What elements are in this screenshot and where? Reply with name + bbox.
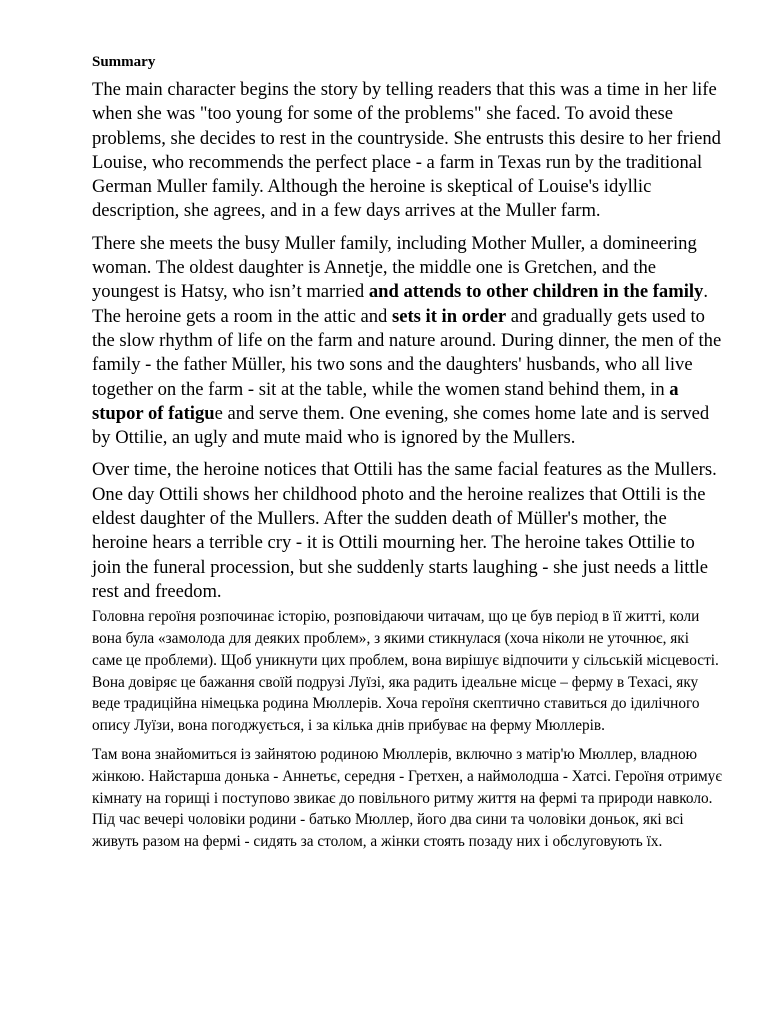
english-paragraph-2 <box>92 232 722 451</box>
ukrainian-paragraph-2: Там вона знайомиться із зайнятою родиною Мюллерів, включно з матір'ю Мюллер, владною жінкою. Найстарша донька - Аннетьє, середня - Гретхен, а наймолодша - Хатсі. Героїня отримує кімнату на горищі і поступово звикає до повільного ритму життя на фермі та природи навколо. Під час вечері чоловіки родини - батько Мюллер, його два сини та чоловіки доньок, які всі живуть разом на фермі - сидять за столом, а жінки стоять позаду них і обслуговують їх. <box>92 746 722 851</box>
english-p2-bold-2: sets it in order <box>391 305 507 327</box>
english-p2-text-3: and gradually gets used to the slow rhythm of life on the farm and nature around. During dinner, the men of the family - the father Müller, his two sons and the daughters' husbands, who all live together on the farm - sit at the table, while the women stand behind them, in <box>92 305 722 400</box>
summary-heading: Summary <box>92 54 156 70</box>
english-p2-bold-3: a stupor of fatigu <box>92 378 679 424</box>
document-page <box>92 52 722 860</box>
english-paragraph-3: Over time, the heroine notices that Ottili has the same facial features as the Mullers. One day Ottili shows her childhood photo and the heroine realizes that Ottili is the eldest daughter of the Mullers. After the sudden death of Müller's mother, the heroine hears a terrible cry - it is Ottili mourning her. The heroine takes Ottilie to join the funeral procession, but she suddenly starts laughing - she just needs a little rest and freedom. <box>92 459 717 602</box>
english-paragraph-1: The main character begins the story by telling readers that this was a time in her life when she was "too young for some of the problems" she faced. To avoid these problems, she decides to rest in the countryside. She entrusts this desire to her friend Louise, who recommends the perfect place - a farm in Texas run by the traditional German Muller family. Although the heroine is skeptical of Louise's idyllic description, she agrees, and in a few days arrives at the Muller farm. <box>92 79 721 222</box>
english-p2-text-1: There she meets the busy Muller family, including Mother Muller, a domineering woman. The oldest daughter is Annetje, the middle one is Gretchen, and the youngest is Hatsy, who isn’t married <box>92 232 697 303</box>
ukrainian-paragraph-1: Головна героїня розпочинає історію, розповідаючи читачам, що це був період в її житті, коли вона була «замолода для деяких проблем», з якими стикнулася (хоча ніколи не уточнює, які саме це проблеми). Щоб уникнути цих проблем, вона вирішує відпочити у сільській місцевості. Вона довіряє це бажання своїй подрузі Луїзі, яка радить ідеальне місце – ферму в Техасі, яку веде традиційна німецька родина Мюллерів. Хоча героїня скептично ставиться до ідилічного опису Луїзи, вона погоджується, і за кілька днів прибуває на ферму Мюллерів. <box>92 608 719 735</box>
english-p2-text-2: . The heroine gets a room in the attic and <box>92 281 709 327</box>
english-p2-text-4: e and serve them. One evening, she comes home late and is served by Ottilie, an ugly and mute maid who is ignored by the Mullers. <box>92 402 710 449</box>
english-p2-bold-1: and attends to other children in the family <box>368 281 704 303</box>
